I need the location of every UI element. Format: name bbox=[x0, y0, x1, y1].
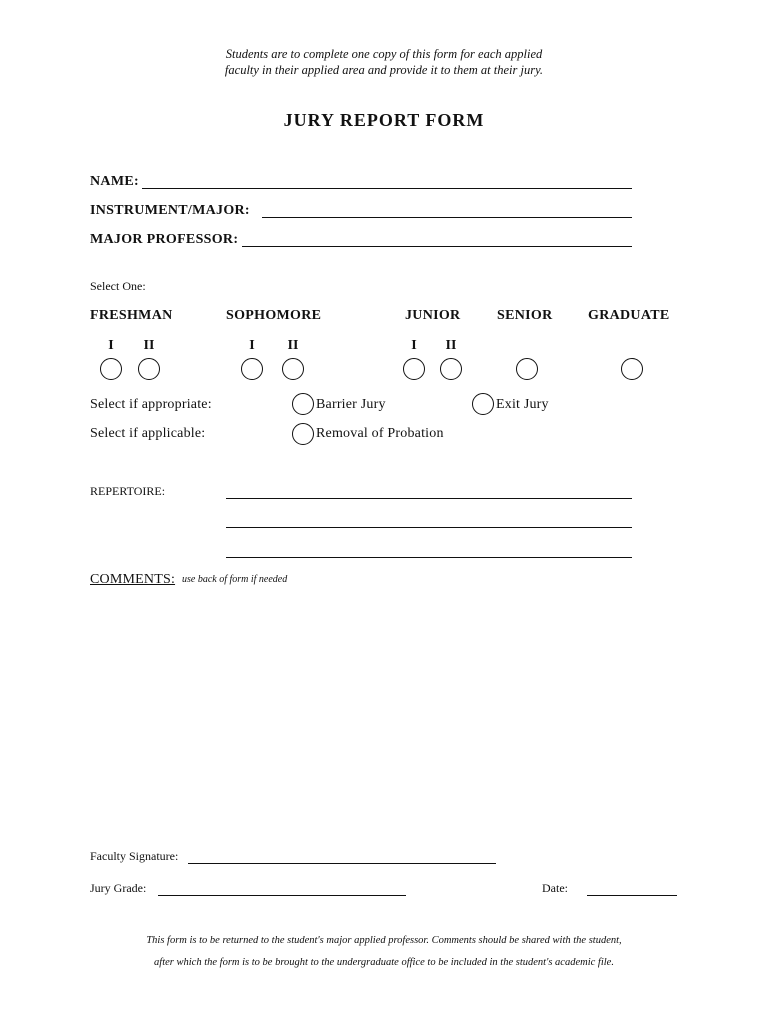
sophomore-level-1-label: I bbox=[249, 338, 255, 353]
name-label: NAME: bbox=[90, 174, 139, 189]
year-junior-label: JUNIOR bbox=[405, 308, 461, 323]
repertoire-line-3[interactable] bbox=[226, 557, 632, 558]
date-label: Date: bbox=[542, 881, 568, 895]
name-field[interactable] bbox=[142, 188, 632, 189]
form-title: JURY REPORT FORM bbox=[283, 110, 485, 130]
year-sophomore-label: SOPHOMORE bbox=[226, 308, 322, 323]
barrier-jury-radio[interactable] bbox=[292, 393, 314, 415]
sophomore-1-radio[interactable] bbox=[241, 358, 263, 380]
comments-note: use back of form if needed bbox=[182, 574, 288, 585]
jury-grade-field[interactable] bbox=[158, 895, 406, 896]
select-one-label: Select One: bbox=[90, 279, 146, 293]
footer-instructions bbox=[0, 930, 768, 974]
year-freshman-label: FRESHMAN bbox=[90, 308, 173, 323]
exit-jury-label: Exit Jury bbox=[496, 397, 549, 412]
graduate-radio[interactable] bbox=[621, 358, 643, 380]
faculty-signature-label: Faculty Signature: bbox=[90, 849, 179, 863]
footer-line-2: after which the form is to be brought to the undergraduate office to be included in the student's academic file. bbox=[154, 957, 614, 968]
exit-jury-radio[interactable] bbox=[472, 393, 494, 415]
removal-of-probation-radio[interactable] bbox=[292, 423, 314, 445]
sophomore-level-2-label: II bbox=[287, 338, 299, 353]
select-applicable-label: Select if applicable: bbox=[90, 426, 206, 441]
comments-area[interactable] bbox=[90, 595, 680, 825]
junior-level-2-label: II bbox=[445, 338, 457, 353]
freshman-2-radio[interactable] bbox=[138, 358, 160, 380]
instrument-major-field[interactable] bbox=[262, 217, 632, 218]
comments-label: COMMENTS: bbox=[90, 572, 176, 587]
junior-2-radio[interactable] bbox=[440, 358, 462, 380]
major-professor-field[interactable] bbox=[242, 246, 632, 247]
removal-of-probation-label: Removal of Probation bbox=[316, 426, 444, 441]
date-field[interactable] bbox=[587, 895, 677, 896]
barrier-jury-label: Barrier Jury bbox=[316, 397, 386, 412]
junior-1-radio[interactable] bbox=[403, 358, 425, 380]
intro-line-1: Students are to complete one copy of this form for each applied bbox=[225, 47, 543, 61]
year-senior-label: SENIOR bbox=[497, 308, 553, 323]
freshman-level-2-label: II bbox=[143, 338, 155, 353]
repertoire-label: REPERTOIRE: bbox=[90, 484, 166, 498]
instrument-major-label: INSTRUMENT/MAJOR: bbox=[90, 203, 250, 218]
faculty-signature-field[interactable] bbox=[188, 863, 496, 864]
freshman-1-radio[interactable] bbox=[100, 358, 122, 380]
junior-level-1-label: I bbox=[411, 338, 417, 353]
repertoire-line-2[interactable] bbox=[226, 527, 632, 528]
senior-radio[interactable] bbox=[516, 358, 538, 380]
year-graduate-label: GRADUATE bbox=[588, 308, 670, 323]
intro-instructions bbox=[0, 46, 768, 78]
major-professor-label: MAJOR PROFESSOR: bbox=[90, 232, 239, 247]
jury-grade-label: Jury Grade: bbox=[90, 881, 147, 895]
select-appropriate-label: Select if appropriate: bbox=[90, 397, 212, 412]
intro-line-2: faculty in their applied area and provide it to them at their jury. bbox=[224, 63, 544, 77]
footer-line-1: This form is to be returned to the student's major applied professor. Comments should be shared with the student, bbox=[146, 935, 622, 946]
sophomore-2-radio[interactable] bbox=[282, 358, 304, 380]
freshman-level-1-label: I bbox=[108, 338, 114, 353]
repertoire-line-1[interactable] bbox=[226, 498, 632, 499]
